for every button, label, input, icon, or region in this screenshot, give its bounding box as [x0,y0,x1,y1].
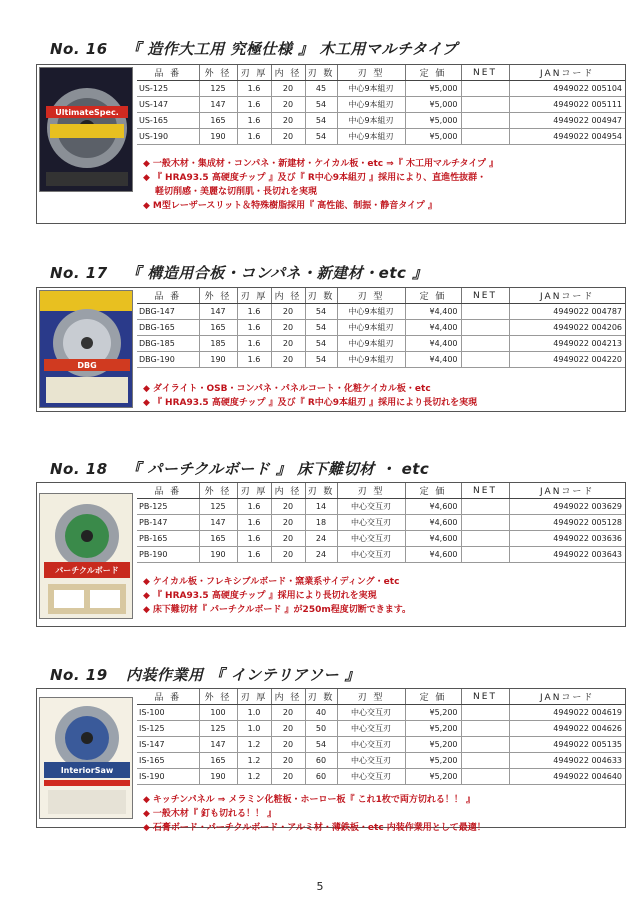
cell-thickness: 1.0 [237,721,271,737]
cell-jan: 4949022 003643 [509,547,625,563]
cell-price: ¥4,400 [405,304,461,320]
cell-net [461,769,509,785]
section-number: No. 19 [50,666,108,684]
cell-inner-diameter: 20 [271,737,305,753]
col-header: NET [461,689,509,705]
note-text: キッチンパネル ⇒ メラミン化粧板・ホーロー板『 これ1枚で両方切れる！！ 』 [152,795,476,805]
feature-notes-16 [143,157,498,213]
feature-notes-18 [143,575,411,617]
section-17-title [50,262,428,283]
cell-jan: 4949022 003629 [509,499,625,515]
col-header: 刃 数 [305,288,337,304]
diamond-bullet-icon: ◆ [143,795,150,805]
cell-thickness: 1.6 [237,515,271,531]
cell-inner-diameter: 20 [271,515,305,531]
col-header: 外 径 [199,288,237,304]
cell-tooth-count: 54 [305,352,337,368]
cell-outer-diameter: 125 [199,721,237,737]
diamond-bullet-icon: ◆ [143,398,150,408]
cell-price: ¥5,200 [405,721,461,737]
cell-part-number: DBG-185 [137,336,199,352]
product-box-18 [36,482,626,627]
cell-inner-diameter: 20 [271,336,305,352]
cell-price: ¥4,400 [405,352,461,368]
cell-tooth-type: 中心交互刃 [337,547,405,563]
table-row [137,769,625,785]
cell-jan: 4949022 004626 [509,721,625,737]
product-image-18 [39,493,133,619]
cell-tooth-count: 54 [305,97,337,113]
cell-price: ¥5,000 [405,97,461,113]
cell-inner-diameter: 20 [271,129,305,145]
cell-inner-diameter: 20 [271,721,305,737]
spec-table-17 [137,288,625,368]
cell-jan: 4949022 004787 [509,304,625,320]
note-text: 床下難切材『 パーチクルボード 』が250m程度切断できます。 [152,605,412,615]
table-row [137,705,625,721]
cell-jan: 4949022 004954 [509,129,625,145]
diamond-bullet-icon: ◆ [143,605,150,615]
cell-part-number: PB-125 [137,499,199,515]
col-header: JANコード [509,483,625,499]
product-box-16 [36,64,626,224]
cell-thickness: 1.2 [237,737,271,753]
table-row [137,721,625,737]
cell-tooth-type: 中心9本組刃 [337,320,405,336]
cell-part-number: IS-125 [137,721,199,737]
cell-outer-diameter: 190 [199,769,237,785]
note-text: 『 HRA93.5 高硬度チップ 』及び『 R中心9本組刃 』採用により長切れを実現 [152,398,478,408]
cell-price: ¥4,600 [405,499,461,515]
col-header: 内 径 [271,288,305,304]
cell-tooth-type: 中心交互刃 [337,721,405,737]
cell-net [461,721,509,737]
section-19-title [50,664,360,685]
cell-price: ¥5,000 [405,81,461,97]
cell-thickness: 1.6 [237,81,271,97]
cell-outer-diameter: 185 [199,336,237,352]
cell-thickness: 1.0 [237,705,271,721]
product-image-19 [39,697,133,819]
cell-price: ¥5,200 [405,769,461,785]
note-line [143,185,498,199]
cell-inner-diameter: 20 [271,113,305,129]
note-line [143,807,486,821]
note-line [143,157,498,171]
product-label-17: DBG [77,361,97,370]
cell-part-number: US-165 [137,113,199,129]
cell-outer-diameter: 165 [199,113,237,129]
col-header: 品 番 [137,689,199,705]
table-row [137,129,625,145]
col-header: 品 番 [137,288,199,304]
section-18-title [50,458,429,479]
col-header: 定 価 [405,288,461,304]
diamond-bullet-icon: ◆ [143,384,150,394]
cell-tooth-type: 中心交互刃 [337,769,405,785]
cell-jan: 4949022 004947 [509,113,625,129]
cell-part-number: DBG-147 [137,304,199,320]
col-header: 品 番 [137,483,199,499]
cell-net [461,352,509,368]
section-heading: 内装作業用 『 インテリアソー 』 [126,666,361,684]
cell-part-number: DBG-165 [137,320,199,336]
cell-tooth-count: 14 [305,499,337,515]
cell-thickness: 1.6 [237,336,271,352]
cell-outer-diameter: 100 [199,705,237,721]
cell-net [461,515,509,531]
cell-tooth-type: 中心9本組刃 [337,352,405,368]
feature-notes-19 [143,793,486,835]
cell-jan: 4949022 005111 [509,97,625,113]
cell-price: ¥4,400 [405,336,461,352]
cell-tooth-type: 中心交互刃 [337,515,405,531]
col-header: 内 径 [271,483,305,499]
table-row [137,515,625,531]
cell-tooth-type: 中心交互刃 [337,705,405,721]
col-header: JANコード [509,65,625,81]
cell-thickness: 1.6 [237,499,271,515]
cell-net [461,737,509,753]
table-row [137,81,625,97]
table-row [137,320,625,336]
section-16-title [50,38,457,59]
spec-table-19 [137,689,625,785]
diamond-bullet-icon: ◆ [143,577,150,587]
note-line [143,575,411,589]
note-line [143,396,477,410]
cell-price: ¥4,600 [405,515,461,531]
col-header: NET [461,483,509,499]
section-heading: 『 パーチクルボード 』 床下難切材 ・ etc [126,460,430,478]
section-number: No. 16 [50,40,108,58]
note-line [143,199,498,213]
col-header: NET [461,65,509,81]
cell-net [461,81,509,97]
cell-tooth-count: 24 [305,531,337,547]
cell-outer-diameter: 165 [199,320,237,336]
cell-tooth-count: 54 [305,304,337,320]
cell-tooth-count: 54 [305,129,337,145]
note-line [143,382,477,396]
cell-tooth-type: 中心9本組刃 [337,336,405,352]
cell-thickness: 1.6 [237,352,271,368]
cell-net [461,705,509,721]
note-line [143,603,411,617]
cell-jan: 4949022 004220 [509,352,625,368]
cell-price: ¥5,200 [405,705,461,721]
cell-inner-diameter: 20 [271,769,305,785]
col-header: 品 番 [137,65,199,81]
cell-tooth-type: 中心9本組刃 [337,113,405,129]
table-row [137,304,625,320]
cell-jan: 4949022 004206 [509,320,625,336]
cell-part-number: DBG-190 [137,352,199,368]
feature-notes-17 [143,382,477,410]
cell-outer-diameter: 165 [199,753,237,769]
col-header: 定 価 [405,483,461,499]
cell-thickness: 1.6 [237,547,271,563]
cell-inner-diameter: 20 [271,304,305,320]
product-image-17 [39,290,133,408]
cell-net [461,531,509,547]
table-row [137,737,625,753]
col-header: 内 径 [271,689,305,705]
cell-thickness: 1.6 [237,113,271,129]
cell-net [461,499,509,515]
table-header-row [137,689,625,705]
cell-tooth-count: 18 [305,515,337,531]
section-heading: 『 構造用合板・コンパネ・新建材・etc 』 [126,264,428,282]
cell-jan: 4949022 003636 [509,531,625,547]
section-number: No. 17 [50,264,108,282]
note-text: ダイライト・OSB・コンパネ・パネルコート・化粧ケイカル板・etc [152,384,431,394]
diamond-bullet-icon: ◆ [143,591,150,601]
table-header-row [137,288,625,304]
col-header: 内 径 [271,65,305,81]
col-header: 刃 型 [337,288,405,304]
cell-part-number: IS-190 [137,769,199,785]
cell-net [461,129,509,145]
col-header: 刃 厚 [237,288,271,304]
cell-tooth-type: 中心交互刃 [337,753,405,769]
cell-net [461,320,509,336]
diamond-bullet-icon: ◆ [143,823,150,833]
note-line [143,171,498,185]
cell-thickness: 1.2 [237,769,271,785]
cell-inner-diameter: 20 [271,352,305,368]
table-row [137,336,625,352]
table-header-row [137,65,625,81]
col-header: JANコード [509,288,625,304]
spec-table-18 [137,483,625,563]
cell-tooth-count: 50 [305,721,337,737]
cell-tooth-count: 54 [305,320,337,336]
cell-jan: 4949022 005128 [509,515,625,531]
note-text: 一般木材・集成材・コンパネ・新建材・ケイカル板・etc ⇒『 木工用マルチタイプ 』 [152,159,499,169]
cell-outer-diameter: 190 [199,547,237,563]
cell-part-number: IS-100 [137,705,199,721]
cell-tooth-type: 中心9本組刃 [337,129,405,145]
col-header: 外 径 [199,689,237,705]
cell-tooth-type: 中心交互刃 [337,531,405,547]
note-text: 一般木材『 釘も切れる！！ 』 [152,809,277,819]
cell-jan: 4949022 004619 [509,705,625,721]
product-box-19 [36,688,626,833]
table-row [137,97,625,113]
cell-tooth-count: 60 [305,753,337,769]
cell-price: ¥4,600 [405,531,461,547]
col-header: 刃 数 [305,689,337,705]
note-text: M型レーザースリット＆特殊樹脂採用『 高性能、制振・静音タイプ 』 [152,201,437,211]
cell-outer-diameter: 147 [199,97,237,113]
cell-net [461,97,509,113]
cell-inner-diameter: 20 [271,753,305,769]
table-header-row [137,483,625,499]
cell-jan: 4949022 004633 [509,753,625,769]
cell-thickness: 1.6 [237,304,271,320]
table-row [137,547,625,563]
note-line [143,821,486,835]
cell-inner-diameter: 20 [271,531,305,547]
diamond-bullet-icon: ◆ [143,173,150,183]
cell-price: ¥5,200 [405,737,461,753]
cell-outer-diameter: 165 [199,531,237,547]
cell-thickness: 1.2 [237,753,271,769]
col-header: 刃 型 [337,483,405,499]
cell-price: ¥5,200 [405,753,461,769]
cell-outer-diameter: 125 [199,499,237,515]
cell-tooth-count: 54 [305,336,337,352]
col-header: 刃 型 [337,689,405,705]
cell-part-number: PB-147 [137,515,199,531]
cell-outer-diameter: 190 [199,129,237,145]
note-text: ケイカル板・フレキシブルボード・窯業系サイディング・etc [152,577,400,587]
cell-jan: 4949022 005104 [509,81,625,97]
cell-inner-diameter: 20 [271,499,305,515]
cell-outer-diameter: 125 [199,81,237,97]
cell-tooth-count: 60 [305,769,337,785]
table-row [137,113,625,129]
cell-thickness: 1.6 [237,531,271,547]
table-row [137,499,625,515]
product-label-18: パーチクルボード [55,566,119,575]
col-header: 刃 厚 [237,689,271,705]
cell-inner-diameter: 20 [271,320,305,336]
col-header: 定 価 [405,65,461,81]
note-text: 軽切削感・美麗な切削肌・長切れを実現 [155,187,318,197]
cell-net [461,304,509,320]
cell-inner-diameter: 20 [271,81,305,97]
product-box-17 [36,287,626,412]
cell-net [461,336,509,352]
col-header: 刃 型 [337,65,405,81]
cell-thickness: 1.6 [237,320,271,336]
col-header: 刃 厚 [237,483,271,499]
col-header: JANコード [509,689,625,705]
diamond-bullet-icon: ◆ [143,159,150,169]
col-header: 刃 数 [305,483,337,499]
page-number: 5 [316,880,324,893]
cell-price: ¥4,600 [405,547,461,563]
col-header: NET [461,288,509,304]
cell-tooth-count: 40 [305,705,337,721]
cell-part-number: US-125 [137,81,199,97]
cell-jan: 4949022 004213 [509,336,625,352]
cell-tooth-count: 54 [305,113,337,129]
cell-part-number: PB-165 [137,531,199,547]
diamond-bullet-icon: ◆ [143,201,150,211]
col-header: 外 径 [199,65,237,81]
cell-part-number: US-190 [137,129,199,145]
product-image-16 [39,67,133,192]
cell-net [461,547,509,563]
note-line [143,793,486,807]
product-label-16: UltimateSpec. [55,108,119,117]
cell-tooth-type: 中心交互刃 [337,499,405,515]
cell-tooth-count: 54 [305,737,337,753]
note-text: 『 HRA93.5 高硬度チップ 』及び『 R中心9本組刃 』採用により、直進性抜群・ [152,173,487,183]
cell-price: ¥5,000 [405,113,461,129]
note-text: 石膏ボード・パーチクルボード・アルミ材・薄鉄板・etc 内装作業用として最適！ [152,823,486,833]
cell-jan: 4949022 005135 [509,737,625,753]
cell-jan: 4949022 004640 [509,769,625,785]
section-number: No. 18 [50,460,108,478]
cell-outer-diameter: 147 [199,515,237,531]
cell-inner-diameter: 20 [271,705,305,721]
section-heading: 『 造作大工用 究極仕様 』 木工用マルチタイプ [126,40,458,58]
cell-price: ¥5,000 [405,129,461,145]
cell-outer-diameter: 147 [199,737,237,753]
cell-tooth-count: 24 [305,547,337,563]
col-header: 刃 数 [305,65,337,81]
cell-tooth-type: 中心9本組刃 [337,81,405,97]
cell-thickness: 1.6 [237,97,271,113]
cell-tooth-type: 中心9本組刃 [337,304,405,320]
cell-tooth-type: 中心交互刃 [337,737,405,753]
cell-price: ¥4,400 [405,320,461,336]
cell-tooth-type: 中心9本組刃 [337,97,405,113]
cell-net [461,113,509,129]
col-header: 外 径 [199,483,237,499]
cell-part-number: IS-147 [137,737,199,753]
col-header: 定 価 [405,689,461,705]
table-row [137,352,625,368]
note-line [143,589,411,603]
cell-net [461,753,509,769]
cell-part-number: PB-190 [137,547,199,563]
cell-outer-diameter: 190 [199,352,237,368]
diamond-bullet-icon: ◆ [143,809,150,819]
cell-tooth-count: 45 [305,81,337,97]
cell-part-number: US-147 [137,97,199,113]
cell-part-number: IS-165 [137,753,199,769]
spec-table-16 [137,65,625,145]
cell-inner-diameter: 20 [271,97,305,113]
col-header: 刃 厚 [237,65,271,81]
cell-inner-diameter: 20 [271,547,305,563]
cell-outer-diameter: 147 [199,304,237,320]
note-text: 『 HRA93.5 高硬度チップ 』採用により長切れを実現 [152,591,377,601]
table-row [137,753,625,769]
cell-thickness: 1.6 [237,129,271,145]
table-row [137,531,625,547]
product-label-19: InteriorSaw [60,766,114,775]
